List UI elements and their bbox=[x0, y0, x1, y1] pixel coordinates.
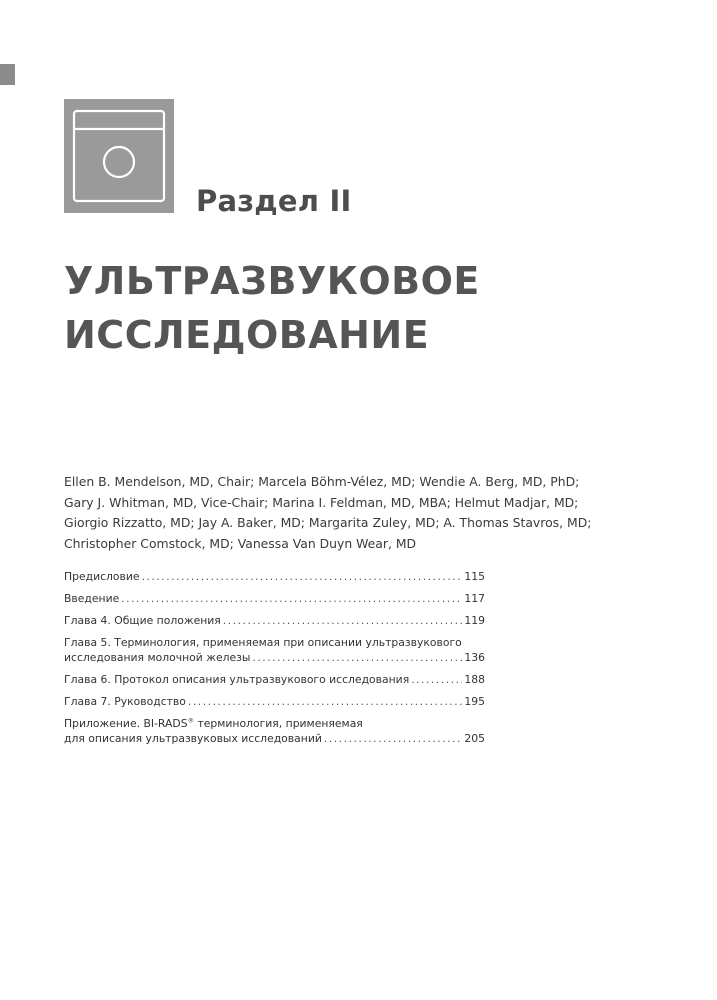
toc-entry-introduction[interactable] bbox=[64, 591, 485, 606]
ultrasound-device-icon bbox=[64, 99, 174, 213]
section-title-line: ИССЛЕДОВАНИЕ bbox=[64, 313, 430, 357]
table-of-contents bbox=[64, 569, 485, 753]
toc-entry-title: Глава 5. Терминология, применяемая при описании ультразвукового bbox=[64, 636, 462, 649]
author-line: Giorgio Rizzatto, MD; Jay A. Baker, MD; Margarita Zuley, MD; A. Thomas Stavros, MD; bbox=[64, 515, 592, 530]
toc-leader-dots bbox=[121, 591, 462, 606]
toc-leader-dots bbox=[223, 613, 463, 628]
toc-entry-title-part: Приложение. BI-RADS bbox=[64, 717, 188, 730]
toc-entry-chapter-5[interactable] bbox=[64, 635, 485, 665]
toc-page-number: 195 bbox=[464, 695, 485, 708]
toc-entry-title: Глава 7. Руководство bbox=[64, 695, 186, 708]
toc-page-number: 205 bbox=[464, 732, 485, 745]
author-list bbox=[64, 472, 624, 554]
toc-page-number: 117 bbox=[464, 592, 485, 605]
page-edge-tab bbox=[0, 64, 15, 85]
author-line: Christopher Comstock, MD; Vanessa Van Duyn Wear, MD bbox=[64, 535, 417, 551]
toc-leader-dots bbox=[411, 672, 462, 687]
toc-entry-title: Предисловие bbox=[64, 570, 140, 583]
toc-page-number: 115 bbox=[464, 570, 485, 583]
toc-entry-chapter-6[interactable] bbox=[64, 672, 485, 687]
toc-entry-chapter-7[interactable] bbox=[64, 694, 485, 709]
section-title bbox=[64, 254, 480, 362]
registered-mark: ® bbox=[187, 716, 195, 725]
toc-leader-dots bbox=[324, 731, 463, 746]
toc-entry-appendix[interactable] bbox=[64, 716, 485, 746]
toc-leader-dots bbox=[252, 650, 462, 665]
toc-page-number: 119 bbox=[464, 614, 485, 627]
toc-leader-dots bbox=[142, 569, 463, 584]
toc-entry-title: Глава 6. Протокол описания ультразвукового исследования bbox=[64, 673, 410, 686]
author-line: Gary J. Whitman, MD, Vice-Chair; Marina I. Feldman, MD, MBA; Helmut Madjar, MD; bbox=[64, 494, 579, 510]
toc-leader-dots bbox=[188, 694, 462, 709]
section-title-line: УЛЬТРАЗВУКОВОЕ bbox=[64, 259, 480, 303]
toc-entry-preface[interactable] bbox=[64, 569, 485, 584]
section-icon-block bbox=[64, 99, 174, 213]
author-line: Ellen B. Mendelson, MD, Chair; Marcela Böhm-Vélez, MD; Wendie A. Berg, MD, PhD; bbox=[64, 474, 580, 489]
toc-entry-title bbox=[64, 716, 485, 731]
toc-entry-title-part: терминология, применяемая bbox=[194, 717, 363, 730]
toc-entry-chapter-4[interactable] bbox=[64, 613, 485, 628]
section-number: Раздел II bbox=[196, 184, 352, 218]
toc-entry-title-continued: исследования молочной железы bbox=[64, 651, 251, 664]
toc-page-number: 136 bbox=[464, 651, 485, 664]
toc-entry-title: Введение bbox=[64, 592, 120, 605]
toc-entry-title: Глава 4. Общие положения bbox=[64, 614, 221, 627]
toc-page-number: 188 bbox=[464, 673, 485, 686]
toc-entry-title-continued: для описания ультразвуковых исследований bbox=[64, 732, 322, 745]
